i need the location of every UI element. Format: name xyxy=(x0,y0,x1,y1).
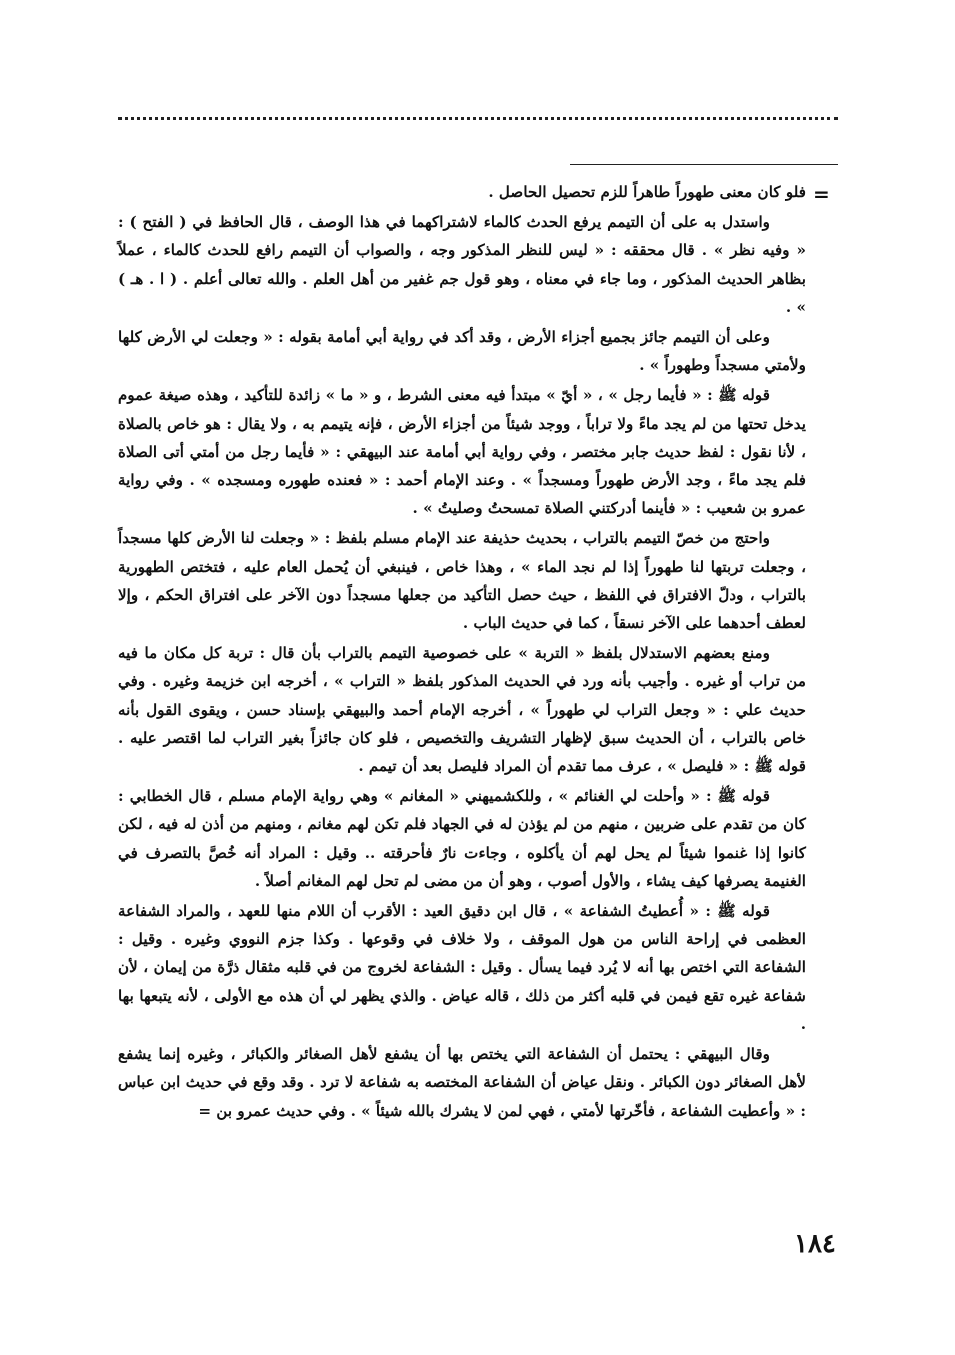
paragraph: واحتج من خصّ التيمم بالتراب ، بحديث حذيفة عند الإمام مسلم بلفظ : « وجعلت لنا الأرض كلها مسجداً ، وجعلت تربتها لنا طهوراً إذا لم نجد الماء » ، وهذا خاص ، فينبغي أن يُحمل العام عليه ، فتختص الطهورية بالتراب ، ودلّ الافتراق في اللفظ ، حيث حصل التأكيد من جعلها مسجداً دون الآخر على افتراق الحكم ، وإلا لعطف أحدهما على الآخر نسقاً ، كما في حديث الباب . xyxy=(118,529,806,633)
paragraph: ومنع بعضهم الاستدلال بلفظ « التربة » على خصوصية التيمم بالتراب بأن قال : تربة كل مكان ما فيه من تراب أو غيره . وأجيب بأنه ورد في الحديث المذكور بلفظ « التراب » ، أخرجه ابن خزيمة وغيره . وفي حديث علي : « وجعل التراب لي طهوراً » ، أخرجه الإمام أحمد والبيهقي بإسناد حسن ، ويقوى القول بأنه خاص بالتراب ، أن الحديث سبق لإظهار التشريف والتخصيص ، فلو كان جائزاً بغير التراب لما اقتصر عليه . قوله ﷺ : « فليصل » ، عرف مما تقدم أن المراد فليصل بعد أن تيمم . xyxy=(118,644,806,776)
footnote-rule xyxy=(570,164,838,165)
continuation-mark: = xyxy=(813,182,830,206)
paragraph: وقال البيهقي : يحتمل أن الشفاعة التي يختص بها أن يشفع لأهل الصغائر والكبائر ، وغيره إنما يشفع لأهل الصغائر دون الكبائر . ونقل عياض أن الشفاعة المختصه به شفاعة لا ترد . وقد وقع في حديث ابن عباس : « وأعطيت الشفاعة ، فأخّرتها لأمتي ، فهي لمن لا يشرك بالله شيئاً » . وفي حديث عمرو بن = xyxy=(118,1045,806,1120)
paragraph: فلو كان معنى طهوراً طاهراً للزم تحصيل الحاصل . xyxy=(488,183,806,201)
paragraph: وعلى أن التيمم جائز بجميع أجزاء الأرض ، وقد أكد في رواية أبي أمامة بقوله : « وجعلت لي الأرض كلها ولأمتي مسجداً وطهوراً » . xyxy=(118,328,806,375)
paragraph: قوله ﷺ : « وأحلت لي الغنائم » ، وللكشميهني « المغانم » وهي رواية الإمام مسلم ، قال الخطابي : كان من تقدم على ضربين ، منهم من لم يؤذن له في الجهاد فلم تكن لهم مغانم ، ومنهم من أذن له فيه ، لكن كانوا إذا غنموا شيئاً لم يحل لهم أن يأكلوه ، وجاءت نارٌ فأحرقته .. وقيل : المراد أنه خُصَّ بالتصرف في الغنيمة يصرفها كيف يشاء ، والأول أصوب ، وهو أن من مضى لم تحل لهم المغانم أصلاً . xyxy=(118,787,806,890)
paragraph: واستدل به على أن التيمم يرفع الحدث كالماء لاشتراكهما في هذا الوصف ، قال الحافظ في ( الفتح ) : « وفيه نظر » . قال محققه : « ليس للنظر المذكور وجه ، والصواب أن التيمم رافع للحدث كالماء ، عملاً بظاهر الحديث المذكور ، وما جاء في معناه ، وهو قول جم غفير من أهل العلم . والله تعالى أعلم . ( ا . هـ ) » . xyxy=(118,213,806,316)
paragraph: قوله ﷺ : « أُعطيتُ الشفاعة » ، قال ابن دقيق العيد : الأقرب أن اللام منها للعهد ، والمراد الشفاعة العظمى في إراحة الناس من هول الموقف ، ولا خلاف في وقوعها . وكذا جزم النووي وغيره . وقيل : الشفاعة التي اختص بها أنه لا يُرد فيما يسأل . وقيل : الشفاعة لخروج من في قلبه مثقال ذرَّة من إيمان ، لأن شفاعة غيره تقع فيمن في قلبه أكثر من ذلك ، قاله عياض . والذي يظهر لي أن هذه مع الأولى ، لأنه يتبعها بها . xyxy=(118,902,806,1033)
page-number: ١٨٤ xyxy=(794,1229,836,1259)
paragraph: قوله ﷺ : « فأيما رجل » ، « أيّ » مبتدأ فيه معنى الشرط ، و « ما » زائدة للتأكيد ، وهذه صيغة عموم يدخل تحتها من لم يجد ماءً ولا تراباً ، ووجد شيئاً من أجزاء الأرض ، فإنه يتيمم به ، ولا يقال : هو خاص بالصلاة ، لأنا نقول : لفظ حديث جابر مختصر ، وفي رواية أبي أمامة عند البيهقي : « فأيما رجل من أمتي أتى الصلاة فلم يجد ماءً ، وجد الأرض طهوراً ومسجداً » . وعند الإمام أحمد : « فعنده طهوره ومسجده » . وفي رواية عمرو بن شعيب : « فأينما أدركتني الصلاة تمسحتُ وصليتُ » . xyxy=(118,386,806,518)
dotted-separator xyxy=(118,117,838,120)
footnote-text xyxy=(118,178,806,1127)
